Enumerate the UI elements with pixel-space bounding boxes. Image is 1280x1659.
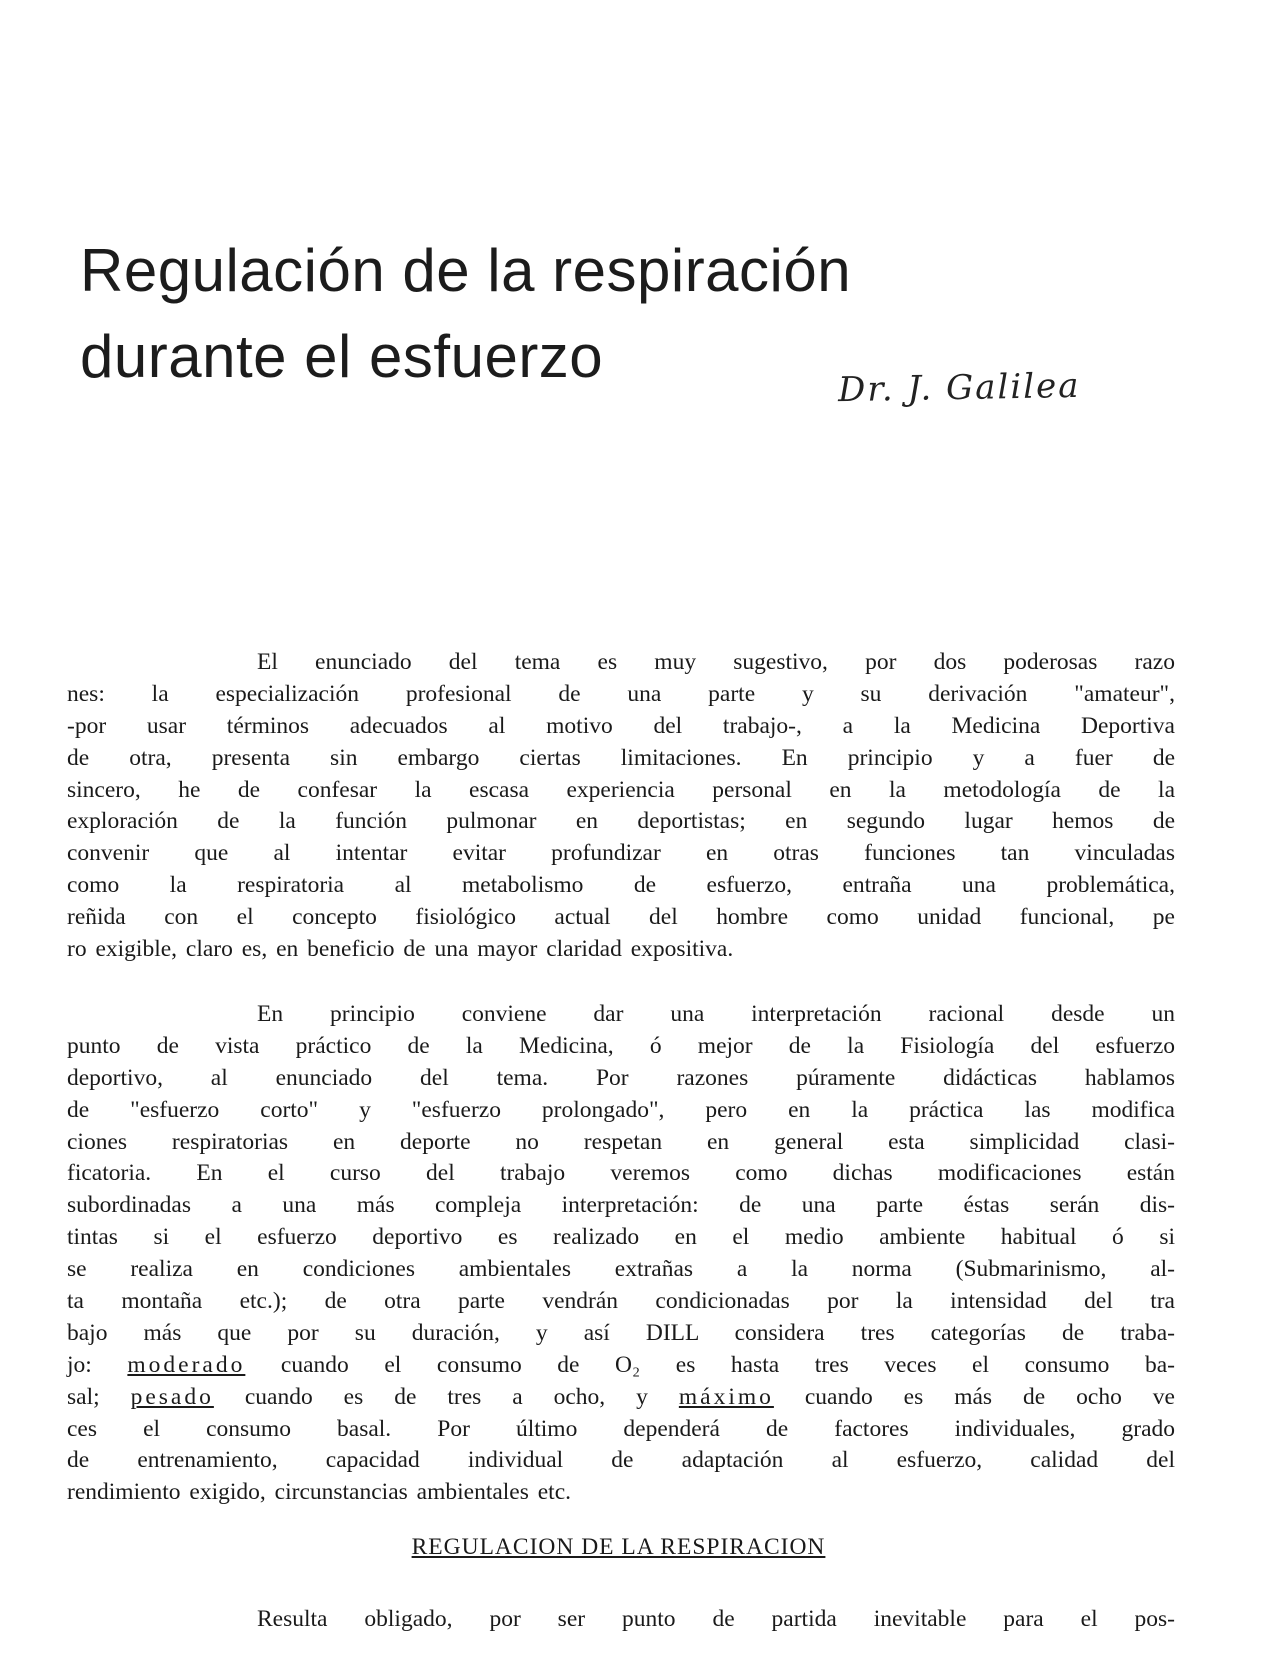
paragraph-1 [67, 647, 1175, 966]
text-fragment: cuando el consumo de O₂ es hasta tres veces el consumo ba- [245, 1351, 1175, 1378]
text-line: tintas si el esfuerzo deportivo es realizado en el medio ambiente habitual ó si [67, 1224, 1175, 1251]
text-line: rendimiento exigido, circunstancias ambientales etc. [67, 1479, 572, 1506]
text-line: de entrenamiento, capacidad individual de adaptación al esfuerzo, calidad del [67, 1447, 1175, 1474]
text-line: se realiza en condiciones ambientales extrañas a la norma (Submarinismo, al- [67, 1256, 1175, 1283]
text-line-with-terms [67, 1350, 1175, 1382]
text-line: nes: la especialización profesional de una parte y su derivación "amateur", [67, 680, 1175, 707]
author-signature: Dr. J. Galilea [837, 365, 1081, 411]
title-line-1: Regulación de la respiración [80, 237, 852, 304]
text-line: El enunciado del tema es muy sugestivo, por dos poderosas razo [257, 649, 1175, 675]
underlined-term-moderado: moderado [127, 1351, 246, 1378]
text-line: reñida con el concepto fisiológico actual del hombre como unidad funcional, pe [67, 904, 1175, 931]
text-fragment: jo: [67, 1351, 128, 1378]
text-line: exploración de la función pulmonar en deportistas; en segundo lugar hemos de [67, 808, 1175, 835]
text-line: sincero, he de confesar la escasa experiencia personal en la metodología de la [67, 776, 1175, 803]
text-line: punto de vista práctico de la Medicina, ó mejor de la Fisiología del esfuerzo [67, 1032, 1175, 1059]
text-line: -por usar términos adecuados al motivo del trabajo-, a la Medicina Deportiva [67, 712, 1175, 739]
text-line: En principio conviene dar una interpretación racional desde un [257, 1001, 1175, 1027]
text-line: de otra, presenta sin embargo ciertas limitaciones. En principio y a fuer de [67, 744, 1175, 771]
text-line: bajo más que por su duración, y así DILL considera tres categorías de traba- [67, 1319, 1175, 1346]
title-line-2: durante el esfuerzo [80, 323, 604, 390]
text-line: ro exigible, claro es, en beneficio de una mayor claridad expositiva. [67, 936, 734, 963]
text-fragment: cuando es de tres a ocho, y [213, 1383, 679, 1410]
paragraph-3 [67, 1604, 1175, 1636]
text-line: ficatoria. En el curso del trabajo veremos como dichas modificaciones están [67, 1160, 1175, 1187]
underlined-term-pesado: pesado [130, 1383, 214, 1410]
text-line: subordinadas a una más compleja interpretación: de una parte éstas serán dis- [67, 1192, 1175, 1219]
text-line: ciones respiratorias en deporte no respetan en general esta simplicidad clasi- [67, 1128, 1175, 1155]
text-fragment: cuando es más de ocho ve [773, 1383, 1175, 1410]
text-line: de "esfuerzo corto" y "esfuerzo prolongado", pero en la práctica las modifica [67, 1096, 1175, 1123]
underlined-term-maximo: máximo [678, 1383, 774, 1410]
section-heading: REGULACION DE LA RESPIRACION [411, 1534, 826, 1560]
text-fragment: sal; [67, 1383, 131, 1410]
text-line: Resulta obligado, por ser punto de partida inevitable para el pos- [257, 1606, 1175, 1632]
paragraph-2 [67, 999, 1175, 1509]
text-line: como la respiratoria al metabolismo de esfuerzo, entraña una problemática, [67, 872, 1175, 899]
page-title [80, 228, 851, 400]
text-line: convenir que al intentar evitar profundizar en otras funciones tan vinculadas [67, 840, 1175, 867]
text-line-with-terms [67, 1382, 1175, 1414]
text-line: ces el consumo basal. Por último dependerá de factores individuales, grado [67, 1415, 1175, 1442]
text-line: deportivo, al enunciado del tema. Por razones púramente didácticas hablamos [67, 1064, 1175, 1091]
text-line: ta montaña etc.); de otra parte vendrán condicionadas por la intensidad del tra [67, 1288, 1175, 1315]
